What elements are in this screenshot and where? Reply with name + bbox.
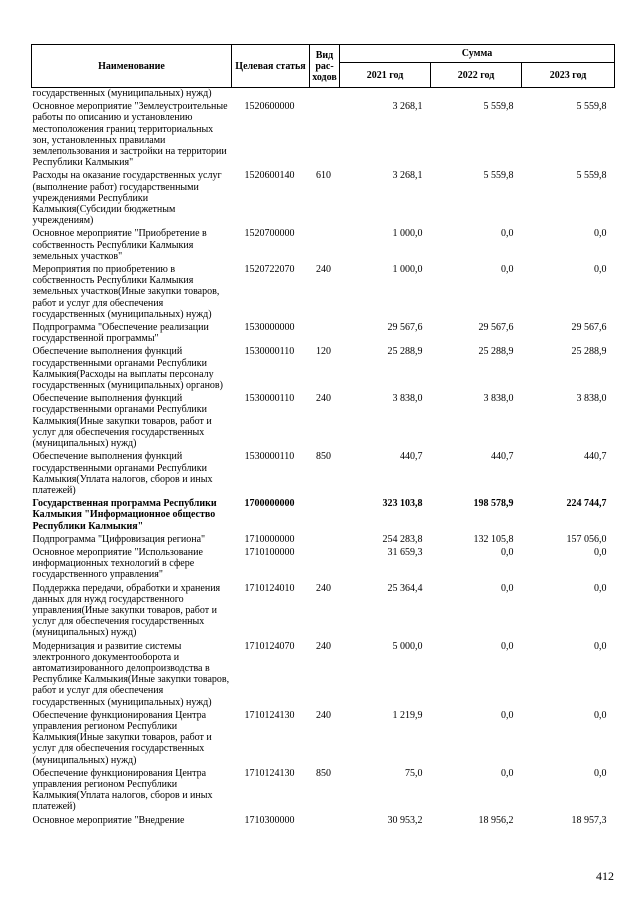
table-row — [32, 639, 615, 708]
row-code: 1530000000 — [244, 322, 295, 334]
row-vid: 240 — [316, 582, 331, 594]
row-vid: 850 — [316, 451, 331, 463]
row-sum-2023: 5 559,8 — [576, 170, 607, 182]
row-sum-2021: 29 567,6 — [387, 322, 423, 334]
header-2022: 2022 год — [431, 63, 522, 88]
row-sum-2022: 198 578,9 — [473, 498, 514, 510]
budget-document — [31, 44, 614, 826]
row-sum-2022: 0,0 — [501, 546, 514, 558]
row-code: 1520700000 — [244, 228, 295, 240]
row-sum-2023: 224 744,7 — [566, 498, 607, 510]
table-row — [32, 99, 615, 168]
row-name: Государственная программа Республики Калмыкия "Информационное общество Республики Калмыкия" — [32, 498, 217, 532]
row-sum-2023: 0,0 — [594, 640, 607, 652]
row-code: 1530000110 — [244, 393, 295, 405]
row-sum-2021: 323 103,8 — [382, 498, 423, 510]
row-sum-2022: 0,0 — [501, 228, 514, 240]
row-code: 1710100000 — [244, 546, 295, 558]
row-code: 1710300000 — [244, 814, 295, 826]
budget-table — [31, 44, 615, 826]
table-row — [32, 532, 615, 545]
row-sum-2021: 30 953,2 — [387, 814, 423, 826]
row-vid — [310, 813, 340, 826]
row-sum-2022: 0,0 — [501, 640, 514, 652]
row-vid — [310, 532, 340, 545]
row-name: Основное мероприятие "Внедрение — [32, 814, 185, 826]
row-sum-2022: 25 288,9 — [478, 346, 514, 358]
table-row — [32, 581, 615, 639]
table-row — [32, 813, 615, 826]
table-row — [32, 320, 615, 344]
row-sum-2023: 0,0 — [594, 264, 607, 276]
row-sum-2023: 440,7 — [584, 451, 607, 463]
row-sum-2023: 0,0 — [594, 228, 607, 240]
row-name: Подпрограмма "Обеспечение реализации государственной программы" — [32, 322, 209, 345]
row-code: 1520600000 — [244, 101, 295, 113]
row-sum-2021: 254 283,8 — [382, 533, 423, 545]
row-name: Обеспечение функционирования Центра управления регионом Республики Калмыкия(Уплата налогов, сборов и иных платежей) — [32, 767, 213, 813]
row-sum-2023: 0,0 — [594, 582, 607, 594]
row-sum-2022: 3 838,0 — [483, 393, 514, 405]
table-row — [32, 168, 615, 226]
row-sum-2023: 5 559,8 — [576, 101, 607, 113]
table-row — [32, 708, 615, 766]
row-sum-2021: 5 000,0 — [392, 640, 423, 652]
row-vid — [310, 545, 340, 581]
row-code: 1700000000 — [244, 498, 295, 510]
table-row — [32, 766, 615, 813]
row-sum-2021: 25 364,4 — [387, 582, 423, 594]
row-name: Мероприятия по приобретению в собственность Республики Калмыкия земельных участков(Иные закупки товаров, работ и услуг для обеспечения государственных (муниципальных) нужд) — [32, 264, 220, 320]
row-sum-2022: 132 105,8 — [473, 533, 514, 545]
row-sum-2023: 25 288,9 — [571, 346, 607, 358]
row-vid: 610 — [316, 170, 331, 182]
table-row — [32, 88, 615, 100]
row-name: Основное мероприятие "Землеустроительные работы по описанию и установлению местоположения границ территориальных зон, установленных правилами землепользования и застройки на территории Республики Калмыкия" — [32, 101, 228, 169]
row-sum-2021: 1 000,0 — [392, 264, 423, 276]
header-2023: 2023 год — [522, 63, 615, 88]
table-row — [32, 496, 615, 532]
row-name: государственных (муниципальных) нужд) — [32, 88, 212, 99]
row-name: Подпрограмма "Цифровизация региона" — [32, 533, 206, 545]
row-vid: 240 — [316, 393, 331, 405]
row-name: Расходы на оказание государственных услуг (выполнение работ) государственными учреждениями Республики Калмыкия(Субсидии бюджетным учреждениям) — [32, 170, 222, 227]
row-name: Основное мероприятие "Использование информационных технологий в сфере государственного управления" — [32, 546, 203, 581]
row-code: 1710000000 — [244, 533, 295, 545]
row-sum-2023: 0,0 — [594, 546, 607, 558]
table-body — [32, 88, 615, 826]
row-code: 1710124130 — [244, 767, 295, 779]
row-name: Основное мероприятие "Приобретение в собственность Республики Калмыкия земельных участков" — [32, 228, 207, 262]
row-sum-2021: 1 000,0 — [392, 228, 423, 240]
row-code: 1520600140 — [244, 170, 295, 182]
row-vid: 240 — [316, 264, 331, 276]
row-sum-2022: 0,0 — [501, 767, 514, 779]
table-header — [32, 45, 615, 88]
row-sum-2022 — [431, 88, 522, 100]
header-name: Наименование — [32, 45, 232, 88]
row-vid: 240 — [316, 640, 331, 652]
row-code: 1520722070 — [244, 264, 295, 276]
row-sum-2021: 3 838,0 — [392, 393, 423, 405]
row-vid: 850 — [316, 767, 331, 779]
row-sum-2023: 18 957,3 — [571, 814, 607, 826]
row-sum-2021: 25 288,9 — [387, 346, 423, 358]
row-sum-2021: 75,0 — [405, 767, 423, 779]
row-vid: 240 — [316, 709, 331, 721]
table-row — [32, 449, 615, 496]
row-name: Обеспечение функционирования Центра управления регионом Республики Калмыкия(Иные закупки товаров, работ и услуг для обеспечения государственных (муниципальных) нужд) — [32, 709, 212, 766]
row-sum-2023: 3 838,0 — [576, 393, 607, 405]
row-vid — [310, 320, 340, 344]
row-sum-2021: 31 659,3 — [387, 546, 423, 558]
table-row — [32, 344, 615, 391]
row-vid — [310, 496, 340, 532]
row-sum-2022: 0,0 — [501, 582, 514, 594]
row-sum-2022: 0,0 — [501, 709, 514, 721]
header-vid: Вид рас-ходов — [310, 45, 340, 88]
row-name: Обеспечение выполнения функций государственными органами Республики Калмыкия(Расходы на выплаты персоналу государственных (муниципальных) органов) — [32, 346, 223, 392]
row-sum-2021: 1 219,9 — [392, 709, 423, 721]
row-sum-2022: 18 956,2 — [478, 814, 514, 826]
row-sum-2022: 5 559,8 — [483, 101, 514, 113]
row-sum-2022: 0,0 — [501, 264, 514, 276]
row-sum-2021 — [340, 88, 431, 100]
row-name: Обеспечение выполнения функций государственными органами Республики Калмыкия(Уплата налогов, сборов и иных платежей) — [32, 451, 213, 496]
row-name: Обеспечение выполнения функций государственными органами Республики Калмыкия(Иные закупки товаров, работ и услуг для обеспечения государственных (муниципальных) нужд) — [32, 393, 212, 450]
table-row — [32, 545, 615, 581]
row-sum-2023: 0,0 — [594, 767, 607, 779]
table-row — [32, 391, 615, 449]
row-code: 1710124070 — [244, 640, 295, 652]
row-sum-2022: 29 567,6 — [478, 322, 514, 334]
row-sum-2021: 440,7 — [400, 451, 423, 463]
row-code: 1530000110 — [244, 451, 295, 463]
row-vid: 120 — [316, 346, 331, 358]
row-sum-2023: 157 056,0 — [566, 533, 607, 545]
row-code — [232, 88, 310, 100]
row-sum-2022: 440,7 — [491, 451, 514, 463]
row-code: 1710124130 — [244, 709, 295, 721]
row-sum-2023: 29 567,6 — [571, 322, 607, 334]
row-vid — [310, 99, 340, 168]
row-code: 1530000110 — [244, 346, 295, 358]
row-sum-2021: 3 268,1 — [392, 170, 423, 182]
row-vid — [310, 226, 340, 262]
row-sum-2023: 0,0 — [594, 709, 607, 721]
header-code: Целевая статья — [232, 45, 310, 88]
row-sum-2023 — [522, 88, 615, 100]
row-sum-2022: 5 559,8 — [483, 170, 514, 182]
table-row — [32, 262, 615, 320]
header-2021: 2021 год — [340, 63, 431, 88]
row-name: Модернизация и развитие системы электронного документооборота и автоматизированного делопроизводства в Республике Калмыкия(Иные закупки товаров, работ и услуг для обеспечения государственных (муниципальных) нужд) — [32, 640, 230, 708]
page-number: 412 — [596, 869, 614, 883]
row-sum-2021: 3 268,1 — [392, 101, 423, 113]
row-vid — [310, 88, 340, 100]
header-sum: Сумма — [340, 45, 615, 63]
row-name: Поддержка передачи, обработки и хранения данных для нужд государственного управления(Иные закупки товаров, работ и услуг для обеспечения государственных (муниципальных) нужд) — [32, 582, 221, 639]
row-code: 1710124010 — [244, 582, 295, 594]
table-row — [32, 226, 615, 262]
